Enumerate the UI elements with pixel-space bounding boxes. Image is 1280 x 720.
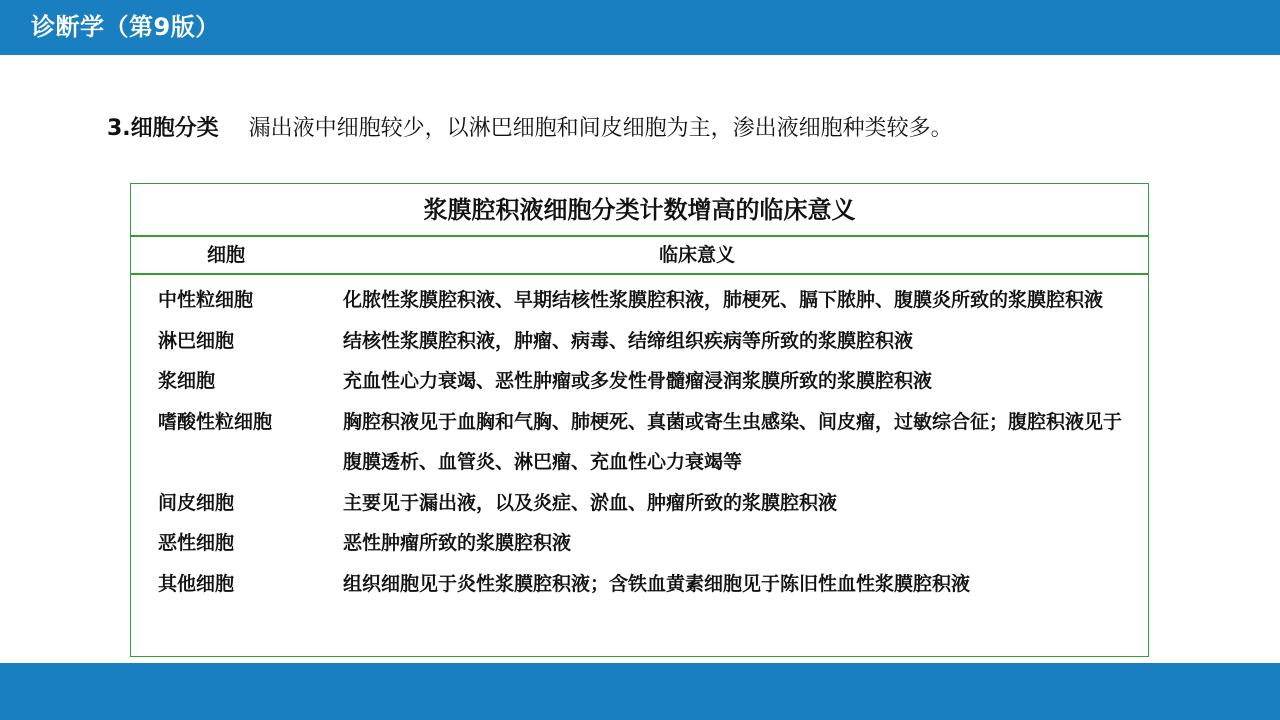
section-text: 漏出液中细胞较少，以淋巴细胞和间皮细胞为主，渗出液细胞种类较多。 [248, 116, 953, 141]
table-row [131, 280, 1148, 321]
table-row [131, 483, 1148, 524]
column-header-cell: 细胞 [207, 244, 246, 266]
cell-type: 其他细胞 [158, 572, 235, 595]
cell-meaning: 结核性浆膜腔积液，肿瘤、病毒、结缔组织疾病等所致的浆膜腔积液 [343, 329, 914, 352]
table-row [131, 402, 1148, 483]
section-heading [107, 112, 953, 146]
footer-bar [0, 663, 1280, 720]
cell-meaning: 主要见于漏出液，以及炎症、淤血、肿瘤所致的浆膜腔积液 [343, 491, 838, 514]
cell-meaning: 充血性心力衰竭、恶性肿瘤或多发性骨髓瘤浸润浆膜所致的浆膜腔积液 [343, 370, 933, 392]
cell-type: 恶性细胞 [158, 532, 235, 554]
cell-type: 中性粒细胞 [158, 289, 254, 311]
cell-meaning: 化脓性浆膜腔积液、早期结核性浆膜腔积液，肺梗死、膈下脓肿、腹膜炎所致的浆膜腔积液 [343, 289, 1104, 311]
cell-meaning: 胸腔积液见于血胸和气胸、肺梗死、真菌或寄生虫感染、间皮瘤，过敏综合征；腹腔积液见于腹膜透析、血管炎、淋巴瘤、充血性心力衰竭等 [343, 410, 1123, 473]
header-bar [0, 0, 1280, 55]
cell-type: 浆细胞 [158, 370, 216, 392]
cell-type: 嗜酸性粒细胞 [158, 410, 273, 433]
table-row [131, 321, 1148, 362]
table-row [131, 523, 1148, 564]
table-rule-top [131, 235, 1148, 237]
clinical-significance-table [130, 183, 1149, 657]
table-row [131, 361, 1148, 402]
cell-meaning: 恶性肿瘤所致的浆膜腔积液 [343, 532, 572, 554]
book-title: 诊断学（第9版） [31, 13, 220, 41]
cell-type: 淋巴细胞 [158, 329, 235, 352]
table-row [131, 564, 1148, 605]
table-body [131, 280, 1148, 604]
section-label: 3.细胞分类 [107, 116, 219, 141]
cell-type: 间皮细胞 [158, 491, 235, 514]
cell-meaning: 组织细胞见于炎性浆膜腔积液；含铁血黄素细胞见于陈旧性血性浆膜腔积液 [343, 572, 971, 595]
table-rule-header [131, 273, 1148, 275]
table-title: 浆膜腔积液细胞分类计数增高的临床意义 [423, 196, 856, 224]
column-header-meaning: 临床意义 [659, 244, 736, 266]
